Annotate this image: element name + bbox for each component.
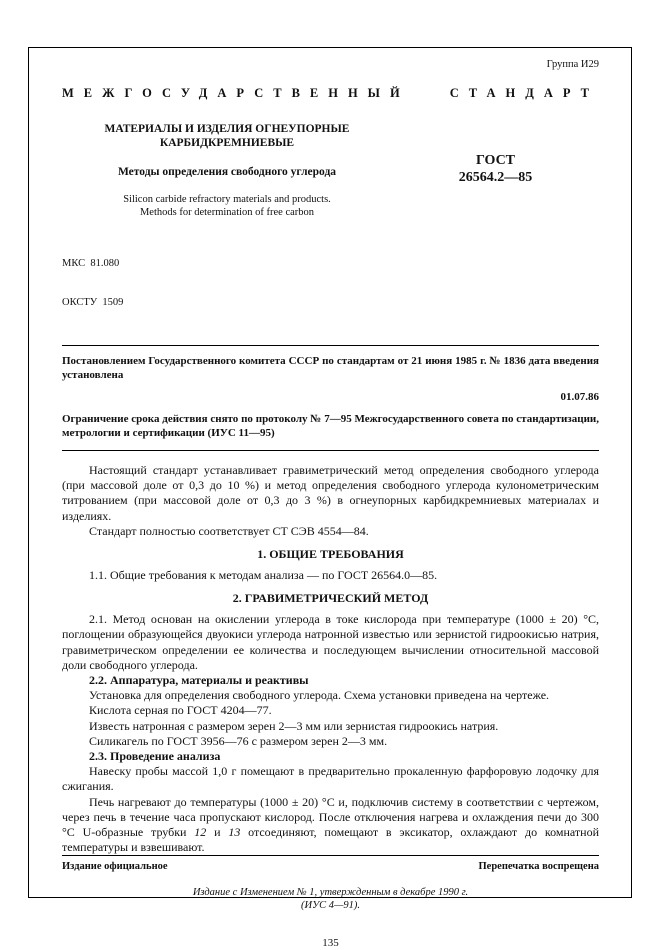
okstu-code: ОКСТУ 1509 [62, 297, 124, 308]
method-title: Методы определения свободного углерода [117, 166, 337, 178]
tube-ref-12: 12 [194, 825, 207, 840]
subject-line-1: МАТЕРИАЛЫ И ИЗДЕЛИЯ ОГНЕУПОРНЫЕ [104, 123, 350, 135]
intro-paragraph-1: Настоящий стандарт устанавливает гравиметрический метод определения свободного углерода (при массовой доле от 0,3 до 10 %) и метод определения свободного углерода кулонометрическим титрованием (при массовой доле от 0,3 до 3 %) в огнеупорных карбидкремниевых материалах и изделиях. [62, 463, 599, 523]
section-2-heading: 2. ГРАВИМЕТРИЧЕСКИЙ МЕТОД [232, 591, 429, 606]
footer-row [62, 860, 599, 874]
title-block-left [62, 122, 392, 219]
decree-paragraph: Постановлением Государственного комитета СССР по стандартам от 21 июня 1985 г. № 1836 дата введения установлена [62, 355, 599, 381]
clause-2-2-paragraph-3: Известь натронная с размером зерен 2—3 мм или зернистая гидроокись натрия. [89, 718, 499, 733]
edition-note [62, 886, 599, 912]
gost-designation [392, 122, 599, 219]
title-block [62, 122, 599, 219]
reprint-notice: Перепечатка воспрещена [478, 861, 599, 873]
title-word-interstate: МЕЖГОСУДАРСТВЕННЫЙ [62, 86, 410, 100]
classification-codes [62, 231, 599, 335]
english-subtitle-line-1: Silicon carbide refractory materials and products. [123, 194, 331, 205]
standard-type-title [62, 85, 599, 101]
footer-rule [62, 855, 599, 856]
page-number: 135 [322, 937, 339, 950]
effective-date: 01.07.86 [560, 391, 599, 403]
clause-2-2-paragraph-1: Установка для определения свободного углерода. Схема установки приведена на чертеже. [89, 688, 550, 703]
group-label: Группа И29 [546, 59, 599, 70]
clause-2-3-paragraph-1: Навеску пробы массой 1,0 г помещают в предварительно прокаленную фарфоровую лодочку для сжигания. [62, 764, 599, 794]
clause-1-1: 1.1. Общие требования к методам анализа — по ГОСТ 26564.0—85. [89, 568, 438, 583]
official-edition-label: Издание официальное [62, 861, 168, 873]
paragraph-text: Печь нагревают до температуры (1000 ± 20) °С и, подключив систему в соответствии с чертежом, через печь в течение часа пропускают кислород. После отключения нагрева и охлаждения печи до 300 °С U-образные трубки [62, 794, 599, 840]
divider-rule-1 [62, 345, 599, 346]
title-word-standard: СТАНДАРТ [449, 86, 599, 100]
clause-2-2-paragraph-2: Кислота серная по ГОСТ 4204—77. [89, 703, 272, 718]
clause-2-2-heading: 2.2. Аппаратура, материалы и реактивы [89, 673, 309, 688]
gost-number: 26564.2—85 [458, 170, 533, 185]
paragraph-text: отсоединяют, помещают в эксикатор, охлаждают до комнатной температуры и взвешивают. [62, 825, 599, 855]
clause-2-1: 2.1. Метод основан на окислении углерода в токе кислорода при температуре (1000 ± 20) °С, поглощении образующейся двуокиси углерода натронной известью или зернистой гидроокисью натрия, гравиметрическом определении ее количества и последующем вычислении относительной массовой доли свободного углерода. [62, 612, 599, 672]
paragraph-text: и [206, 825, 229, 840]
clause-2-2-paragraph-4: Силикагель по ГОСТ 3956—76 с размером зерен 2—3 мм. [89, 733, 388, 748]
english-subtitle-line-2: Methods for determination of free carbon [139, 207, 315, 218]
edition-note-line-1: Издание с Изменением № 1, утвержденным в декабре 1990 г. [192, 887, 469, 899]
limitation-paragraph: Ограничение срока действия снято по протоколу № 7—95 Межгосударственного совета по стандартизации, метрологии и сертификации (ИУС 11—95) [62, 413, 599, 439]
section-1-heading: 1. ОБЩИЕ ТРЕБОВАНИЯ [257, 547, 404, 562]
gost-label: ГОСТ [475, 153, 516, 168]
tube-ref-13: 13 [228, 825, 241, 840]
edition-note-line-2: (ИУС 4—91). [301, 900, 360, 912]
intro-paragraph-2: Стандарт полностью соответствует СТ СЭВ 4554—84. [89, 523, 369, 538]
clause-2-3-heading: 2.3. Проведение анализа [89, 749, 221, 764]
clause-2-3-paragraph-2 [62, 795, 599, 856]
divider-rule-2 [62, 450, 599, 451]
page-frame [28, 47, 632, 950]
subject-line-2: КАРБИДКРЕМНИЕВЫЕ [159, 137, 295, 149]
mks-code: МКС 81.080 [62, 258, 120, 269]
